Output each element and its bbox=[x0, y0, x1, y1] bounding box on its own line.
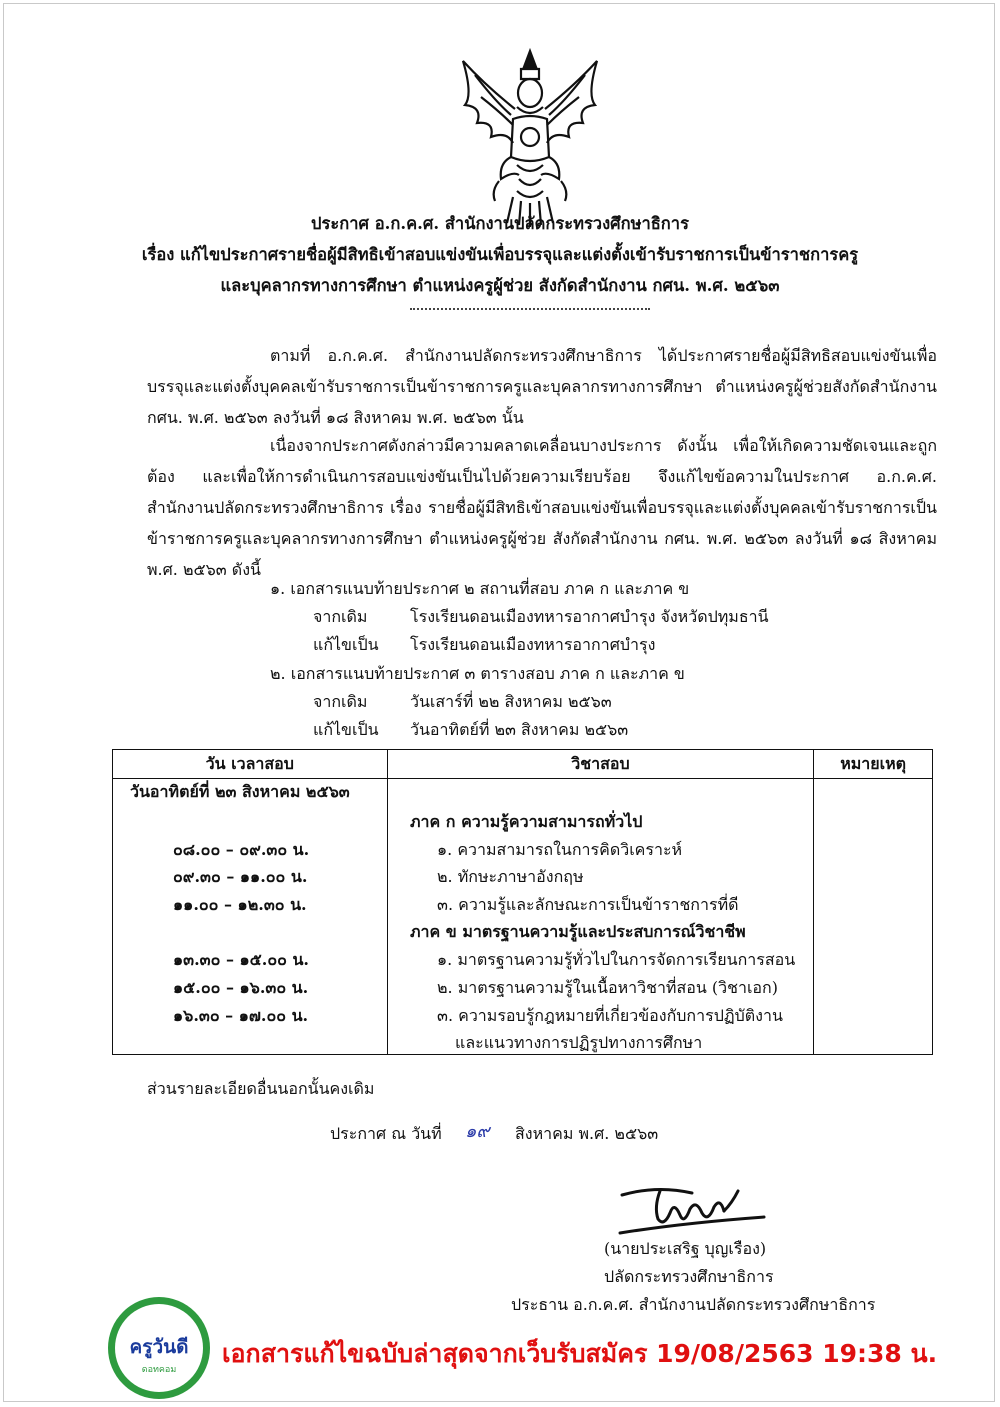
subject-b-3-cont: และแนวทางการปฏิรูปทางการศึกษา bbox=[455, 1033, 703, 1052]
kruwandee-logo bbox=[108, 1297, 210, 1399]
exam-date: วันอาทิตย์ที่ ๒๓ สิงหาคม ๒๕๖๓ bbox=[130, 782, 350, 801]
item-2-from-label: จากเดิม bbox=[313, 692, 368, 711]
time-b-2: ๑๕.๐๐ – ๑๖.๓๐ น. bbox=[173, 978, 309, 997]
item-1-from-value: โรงเรียนดอนเมืองทหารอากาศบำรุง จังหวัดปทุมธานี bbox=[410, 607, 769, 626]
title-divider bbox=[410, 308, 650, 310]
paragraph-2 bbox=[147, 430, 937, 585]
time-b-1: ๑๓.๓๐ – ๑๕.๐๐ น. bbox=[173, 950, 309, 969]
time-a-2: ๐๙.๓๐ – ๑๑.๐๐ น. bbox=[173, 867, 308, 886]
subject-a-3: ๓. ความรู้และลักษณะการเป็นข้าราชการที่ดี bbox=[437, 895, 739, 914]
title-line-1: ประกาศ อ.ก.ค.ศ. สำนักงานปลัดกระทรวงศึกษาธิการ bbox=[311, 214, 689, 233]
signer-position-1: ปลัดกระทรวงศึกษาธิการ bbox=[604, 1267, 774, 1286]
item-1-from-label: จากเดิม bbox=[313, 607, 368, 626]
signer-position-2: ประธาน อ.ก.ค.ศ. สำนักงานปลัดกระทรวงศึกษาธิการ bbox=[511, 1295, 876, 1314]
header-time: วัน เวลาสอบ bbox=[113, 750, 388, 779]
subject-a-2: ๒. ทักษะภาษาอังกฤษ bbox=[437, 867, 584, 886]
paragraph-2-text: เนื่องจากประกาศดังกล่าวมีความคลาดเคลื่อนบางประการ ดังนั้น เพื่อให้เกิดความชัดเจนและถูกต้อง และเพื่อให้การดำเนินการสอบแข่งขันเป็นไปด้วยความเรียบร้อย จึงแก้ไขข้อความในประกาศ อ.ก.ค.ศ. สำนักงานปลัดกระทรวงศึกษาธิการ เรื่อง รายชื่อผู้มีสิทธิเข้าสอบแข่งขันเพื่อบรรจุและแต่งตั้งบุคคลเข้ารับราชการเป็นข้าราชการครูและบุคลากรทางการศึกษา ตำแหน่งครูผู้ช่วย สังกัดสำนักงาน กศน. พ.ศ. ๒๕๖๓ ลงวันที่ ๑๘ สิงหาคม พ.ศ. ๒๕๖๓ ดังนี้ bbox=[147, 436, 937, 579]
title-line-2: เรื่อง แก้ไขประกาศรายชื่อผู้มีสิทธิเข้าสอบแข่งขันเพื่อบรรจุและแต่งตั้งเข้ารับราชการเป็นข้าราชการครู bbox=[141, 245, 859, 264]
subject-a-1: ๑. ความสามารถในการคิดวิเคราะห์ bbox=[437, 840, 683, 859]
update-note: เอกสารแก้ไขฉบับล่าสุดจากเว็บรับสมัคร 19/08/2563 19:38 น. bbox=[222, 1339, 938, 1368]
item-2-to-value: วันอาทิตย์ที่ ๒๓ สิงหาคม ๒๕๖๓ bbox=[410, 720, 629, 739]
paragraph-1 bbox=[147, 340, 937, 433]
header-subject: วิชาสอบ bbox=[387, 750, 814, 779]
paragraph-1-text: ตามที่ อ.ก.ค.ศ. สำนักงานปลัดกระทรวงศึกษาธิการ ได้ประกาศรายชื่อผู้มีสิทธิสอบแข่งขันเพื่อบรรจุและแต่งตั้งบุคคลเข้ารับราชการเป็นข้าราชการครูและบุคลากรทางการศึกษา ตำแหน่งครูผู้ช่วยสังกัดสำนักงาน กศน. พ.ศ. ๒๕๖๓ ลงวันที่ ๑๘ สิงหาคม พ.ศ. ๒๕๖๓ นั้น bbox=[147, 346, 937, 427]
logo-main-text: ครูวันดี bbox=[129, 1336, 189, 1358]
subject-b-3: ๓. ความรอบรู้กฎหมายที่เกี่ยวข้องกับการปฏิบัติงาน bbox=[437, 1006, 783, 1025]
announced-prefix: ประกาศ ณ วันที่ bbox=[330, 1124, 442, 1143]
signer-name: (นายประเสริฐ บุญเรือง) bbox=[604, 1239, 767, 1258]
part-b-heading: ภาค ข มาตรฐานความรู้และประสบการณ์วิชาชีพ bbox=[410, 922, 746, 941]
subject-b-1: ๑. มาตรฐานความรู้ทั่วไปในการจัดการเรียนการสอน bbox=[437, 950, 796, 969]
title-line-3: และบุคลากรทางการศึกษา ตำแหน่งครูผู้ช่วย สังกัดสำนักงาน กศน. พ.ศ. ๒๕๖๓ bbox=[220, 276, 780, 295]
logo-sub-text: ดอทคอม bbox=[141, 1365, 177, 1375]
remark-column bbox=[814, 779, 933, 1055]
announced-day: ๑๙ bbox=[465, 1121, 490, 1142]
time-b-3: ๑๖.๓๐ – ๑๗.๐๐ น. bbox=[173, 1006, 309, 1025]
item-1-to-value: โรงเรียนดอนเมืองทหารอากาศบำรุง bbox=[410, 635, 656, 654]
time-a-3: ๑๑.๐๐ – ๑๒.๓๐ น. bbox=[173, 895, 307, 914]
item-2-heading: ๒. เอกสารแนบท้ายประกาศ ๓ ตารางสอบ ภาค ก และภาค ข bbox=[270, 664, 685, 683]
table-header-row bbox=[113, 750, 933, 779]
kruwandee-logo-inner bbox=[115, 1304, 203, 1392]
item-1-to-label: แก้ไขเป็น bbox=[313, 635, 379, 654]
item-2-from-value: วันเสาร์ที่ ๒๒ สิงหาคม ๒๕๖๓ bbox=[410, 692, 612, 711]
signature-icon bbox=[612, 1177, 772, 1237]
closing-remark: ส่วนรายละเอียดอื่นนอกนั้นคงเดิม bbox=[147, 1079, 375, 1098]
item-2-to-label: แก้ไขเป็น bbox=[313, 720, 379, 739]
item-1-heading: ๑. เอกสารแนบท้ายประกาศ ๒ สถานที่สอบ ภาค ก และภาค ข bbox=[270, 579, 690, 598]
announcement-title bbox=[0, 208, 1000, 301]
time-a-1: ๐๘.๐๐ – ๐๙.๓๐ น. bbox=[173, 840, 310, 859]
part-a-heading: ภาค ก ความรู้ความสามารถทั่วไป bbox=[410, 812, 643, 831]
announced-suffix: สิงหาคม พ.ศ. ๒๕๖๓ bbox=[515, 1124, 659, 1143]
subject-b-2: ๒. มาตรฐานความรู้ในเนื้อหาวิชาที่สอน (วิชาเอก) bbox=[437, 978, 778, 997]
header-remark: หมายเหตุ bbox=[814, 750, 933, 779]
garuda-emblem-icon bbox=[455, 45, 605, 230]
